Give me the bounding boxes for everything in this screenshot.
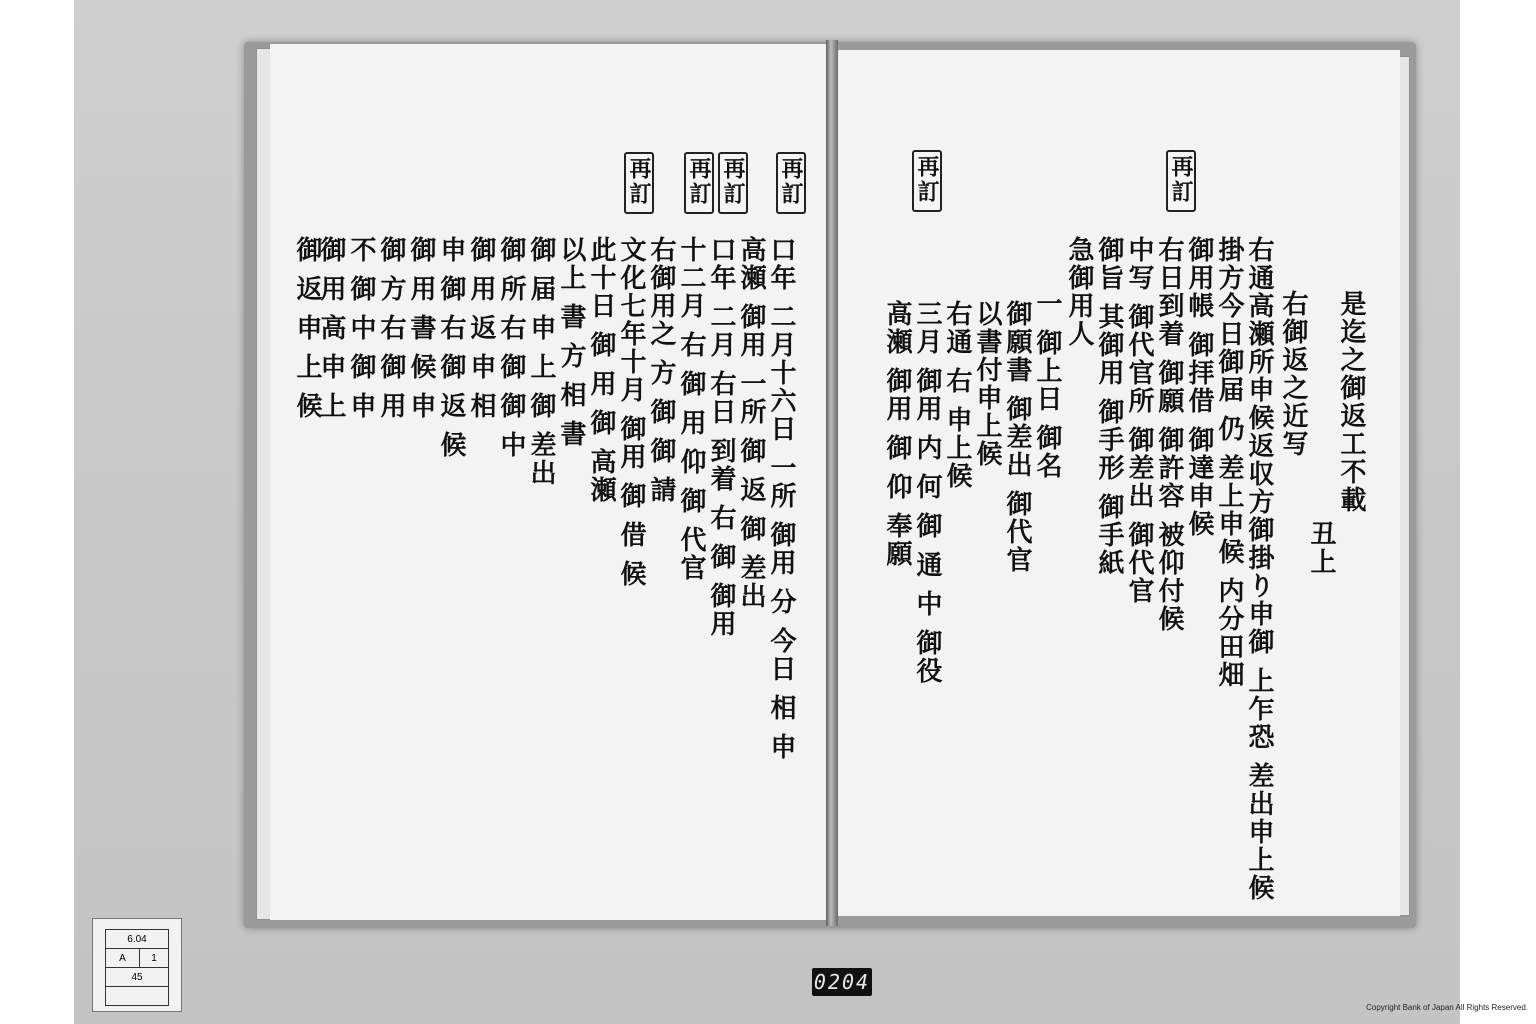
shelf-label-table <box>105 929 169 1006</box>
left-page-column: 御 用 書 候 申 <box>406 236 436 421</box>
right-page-column: 急御用人 <box>1064 236 1094 348</box>
left-page-column: 口年 二月十六日 一所 御用 分 今日 相 申 <box>766 236 796 762</box>
right-page-column: 右通 右 申上候 <box>942 300 972 491</box>
stamp-char: 訂 <box>686 182 712 204</box>
book-gutter <box>826 40 838 926</box>
revision-stamp <box>624 152 654 214</box>
left-page-column: 御 届 申 上 御 差出 <box>526 236 556 488</box>
stamp-char: 訂 <box>626 182 652 204</box>
stamp-char: 再 <box>686 157 712 179</box>
left-page-column: 文化七年十月 御用 御 借 候 <box>616 236 646 589</box>
stamp-char: 訂 <box>1168 180 1194 202</box>
revision-stamp <box>684 152 714 214</box>
left-page-column: 御 所 右 御 御 中 <box>496 236 526 460</box>
right-page-column: 右日到着 御願 御許容 被仰付候 <box>1154 236 1184 634</box>
right-page-column: 御願書 御差出 御代官 <box>1002 300 1032 575</box>
left-page-column: 御 方 右 御 用 <box>376 236 406 421</box>
right-page-column: 右通高瀬所申候返収方御掛り申御 上乍恐 差出申上候 <box>1244 236 1274 903</box>
stamp-char: 再 <box>914 155 940 177</box>
right-page-column: 三月 御用 内 何 御 通 中 御役 <box>912 300 942 686</box>
shelf-label-card <box>92 918 182 1012</box>
right-page-column: 中写 御代官所 御差出 御代官 <box>1124 236 1154 606</box>
right-page-column: 是迄之御返工不載 <box>1336 290 1366 514</box>
copyright-notice: Copyright Bank of Japan All Rights Reserved. <box>1366 1003 1528 1012</box>
right-page-column: 御旨 其御用 御手形 御手紙 <box>1094 236 1124 578</box>
frame-counter: 0204 <box>813 970 871 994</box>
stamp-char: 再 <box>1168 155 1194 177</box>
shelf-label-row: 45 <box>106 968 169 987</box>
left-page-column: 御 返 申 上 候 <box>292 236 322 421</box>
right-page-column: 右御返之近写 <box>1278 290 1308 458</box>
stamp-char: 訂 <box>720 182 746 204</box>
right-page-column: 御用帳 御拝借 御達申候 <box>1184 236 1214 539</box>
shelf-label-cell: A <box>106 949 140 968</box>
shelf-label-row <box>106 987 169 1006</box>
revision-stamp <box>1166 150 1196 212</box>
stamp-char: 訂 <box>914 180 940 202</box>
left-page-column: 高瀬 御用 一所 御 返 御 差出 <box>736 236 766 611</box>
left-page-column: 十二月 右 御 用 仰 御 代官 <box>676 236 706 583</box>
left-page-column: 右御用之 方 御 御 請 <box>646 236 676 505</box>
left-page-column: 申 御 右 御 返 候 <box>436 236 466 460</box>
left-page-column: 御 用 返 申 相 <box>466 236 496 421</box>
stamp-char: 再 <box>720 157 746 179</box>
right-page-column: 丑上 <box>1306 520 1336 576</box>
right-page-column: 一 御上日 御名 <box>1032 290 1062 481</box>
stamp-char: 再 <box>778 157 804 179</box>
stamp-char: 訂 <box>778 182 804 204</box>
left-page-column: 御 用 高 申 上 <box>316 236 346 421</box>
right-page-column: 以書付申上候 <box>972 300 1002 468</box>
left-page-column: 此十日 御 用 御 高瀬 <box>586 236 616 505</box>
left-page-column: 口年 二月 右日 到着 右 御 御用 <box>706 236 736 639</box>
left-page-column: 以上 書 方 相 書 <box>556 236 586 449</box>
revision-stamp <box>718 152 748 214</box>
revision-stamp <box>912 150 942 212</box>
right-page-column: 掛方今日御届 仍 差上申候 内分田畑 <box>1214 236 1244 690</box>
right-page-column: 高瀬 御用 御 仰 奉願 <box>882 300 912 569</box>
stamp-char: 再 <box>626 157 652 179</box>
shelf-label-cell: 1 <box>139 949 168 968</box>
revision-stamp <box>776 152 806 214</box>
left-page-column: 不 御 中 御 申 <box>346 236 376 421</box>
shelf-label-row: 6.04 <box>106 930 169 949</box>
